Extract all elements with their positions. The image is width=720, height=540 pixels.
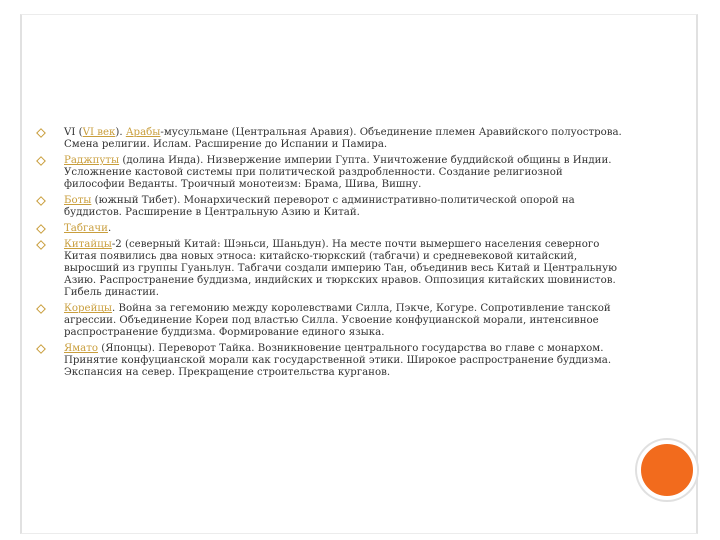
entry-text: . xyxy=(107,223,112,234)
diamond-bullet-icon xyxy=(36,344,46,354)
bullet-item xyxy=(36,195,624,219)
decorative-circle xyxy=(637,440,697,500)
diamond-bullet-icon xyxy=(36,156,46,166)
entry-text: (Японцы). Переворот Тайка. Возникновение центрального государства во главе с монархом. Принятие конфуцианской морали как государственной этики. Широкое распространение буддизма. Экспансия на север. Прекращение строительства курганов. xyxy=(64,343,612,378)
diamond-bullet-icon xyxy=(36,224,46,234)
entry-text: -2 (северный Китай: Шэньси, Шаньдун). На месте почти вымершего населения северного Китая появились два новых этноса: китайско-тюркский (табгачи) и средневековой китайский, выросший из группы Гуаньлун. Табгачи создали империю Тан, объединив весь Китай и Центральную Азию. Распространение буддизма, индийских и тюркских нравов. Оппозиция китайских шовинистов. Гибель династии. xyxy=(64,239,617,298)
entry-link[interactable]: Китайцы xyxy=(64,239,112,250)
entry-link[interactable]: Раджпуты xyxy=(64,155,120,166)
diamond-bullet-icon xyxy=(36,304,46,314)
bullet-item xyxy=(36,127,624,151)
bullet-item xyxy=(36,303,624,339)
entry-text: ). xyxy=(115,127,126,138)
entry-text: -мусульмане (Центральная Аравия). Объединение племен Аравийского полуострова. Смена религии. Ислам. Расширение до Испании и Памира. xyxy=(64,127,622,150)
diamond-bullet-icon xyxy=(36,196,46,206)
entry-link[interactable]: Арабы xyxy=(125,127,161,138)
entry-link[interactable]: Корейцы xyxy=(64,303,113,314)
entry-text: (южный Тибет). Монархический переворот с административно-политической опорой на буддистов. Расширение в Центральную Азию и Китай. xyxy=(64,195,575,218)
bullet-item xyxy=(36,155,624,191)
entry-link[interactable]: VI век xyxy=(82,127,116,138)
entry-text: . Война за гегемонию между королевствами Силла, Пэкче, Когуре. Сопротивление танской агрессии. Объединение Кореи под властью Силла. Усвоение конфуцианской морали, интенсивное распространение буддизма. Формирование единого языка. xyxy=(64,303,611,338)
entry-link[interactable]: Ямато xyxy=(64,343,98,354)
entry-link[interactable]: Боты xyxy=(64,195,92,206)
diamond-bullet-icon xyxy=(36,240,46,250)
bullet-item xyxy=(36,239,624,299)
bullet-item xyxy=(36,223,624,235)
entry-text: VI ( xyxy=(64,127,83,138)
entry-text: (долина Инда). Низвержение империи Гупта. Уничтожение буддийской общины в Индии. Усложнение кастовой системы при политической раздробленности. Создание религиозной философии Веданты. Троичный монотеизм: Брама, Шива, Вишну. xyxy=(64,155,612,190)
bullet-item xyxy=(36,343,624,379)
bullet-list xyxy=(36,127,624,383)
diamond-bullet-icon xyxy=(36,128,46,138)
entry-link[interactable]: Табгачи xyxy=(64,223,108,234)
